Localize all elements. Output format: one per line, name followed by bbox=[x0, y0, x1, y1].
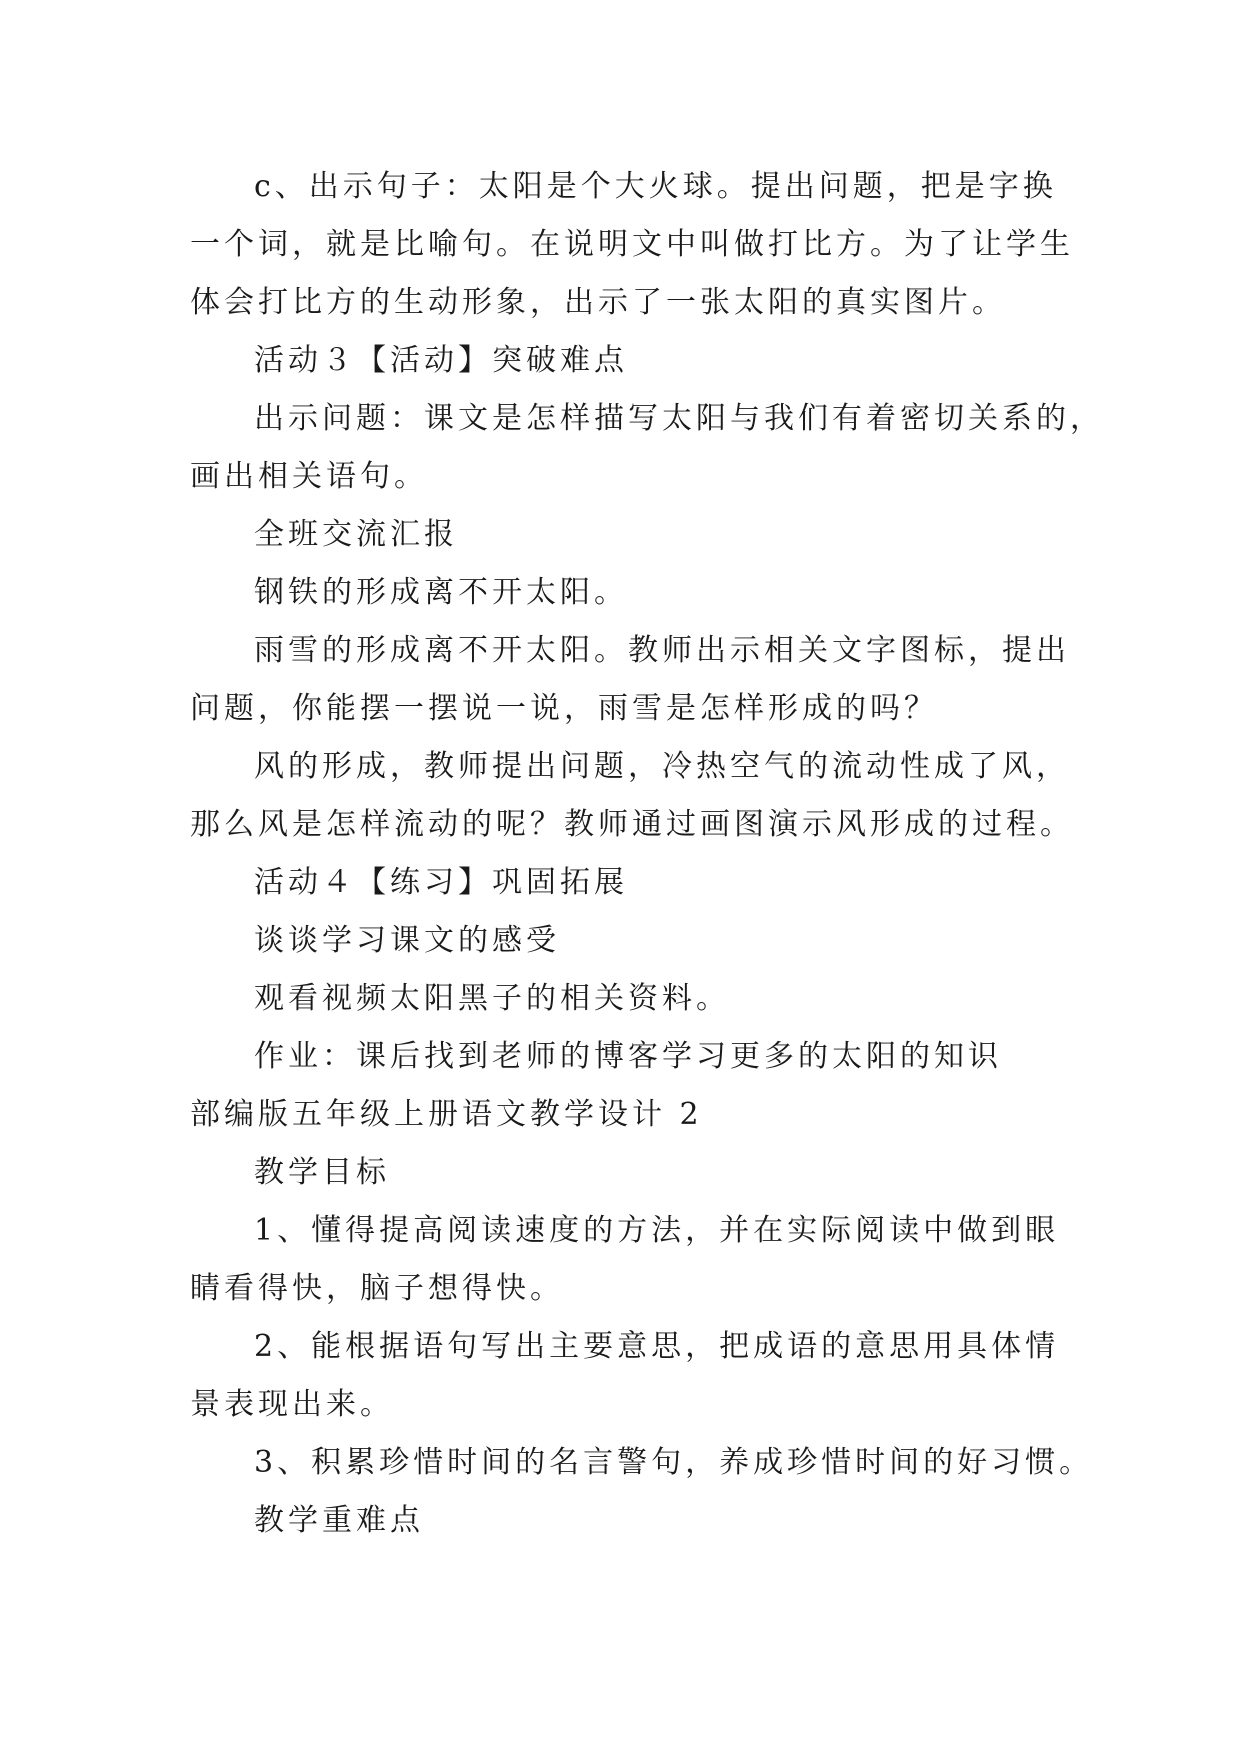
text-line: 部编版五年级上册语文教学设计 2 bbox=[190, 1097, 703, 1132]
text-line: 体会打比方的生动形象，出示了一张太阳的真实图片。 bbox=[190, 285, 1006, 320]
text-line: 钢铁的形成离不开太阳。 bbox=[254, 575, 628, 610]
text-line: 活动４【练习】巩固拓展 bbox=[254, 865, 628, 900]
text-line: 1、懂得提高阅读速度的方法，并在实际阅读中做到眼 bbox=[254, 1213, 1060, 1248]
text-line: 教学目标 bbox=[254, 1155, 390, 1190]
text-line: 3、积累珍惜时间的名言警句，养成珍惜时间的好习惯。 bbox=[254, 1445, 1094, 1480]
document-body bbox=[190, 158, 1104, 1550]
text-line: 教学重难点 bbox=[254, 1503, 424, 1538]
text-line: 一个词，就是比喻句。在说明文中叫做打比方。为了让学生 bbox=[190, 227, 1074, 262]
text-line: 观看视频太阳黑子的相关资料。 bbox=[254, 981, 730, 1016]
text-line: 睛看得快，脑子想得快。 bbox=[190, 1271, 564, 1306]
text-line: 问题，你能摆一摆说一说，雨雪是怎样形成的吗？ bbox=[190, 691, 938, 726]
text-line: 2、能根据语句写出主要意思，把成语的意思用具体情 bbox=[254, 1329, 1060, 1364]
text-line: 活动３【活动】突破难点 bbox=[254, 343, 628, 378]
text-line: 景表现出来。 bbox=[190, 1387, 394, 1422]
text-line: 那么风是怎样流动的呢？教师通过画图演示风形成的过程。 bbox=[190, 807, 1074, 842]
text-line: 雨雪的形成离不开太阳。教师出示相关文字图标，提出 bbox=[254, 633, 1070, 668]
text-line: 风的形成，教师提出问题，冷热空气的流动性成了风， bbox=[254, 749, 1070, 784]
text-line: 谈谈学习课文的感受 bbox=[254, 923, 560, 958]
text-line: 画出相关语句。 bbox=[190, 459, 428, 494]
text-line: 全班交流汇报 bbox=[254, 517, 458, 552]
text-line: c、出示句子：太阳是个大火球。提出问题，把是字换 bbox=[254, 169, 1057, 204]
text-line: 作业：课后找到老师的博客学习更多的太阳的知识 bbox=[254, 1039, 1002, 1074]
text-line: 出示问题：课文是怎样描写太阳与我们有着密切关系的， bbox=[254, 401, 1104, 436]
